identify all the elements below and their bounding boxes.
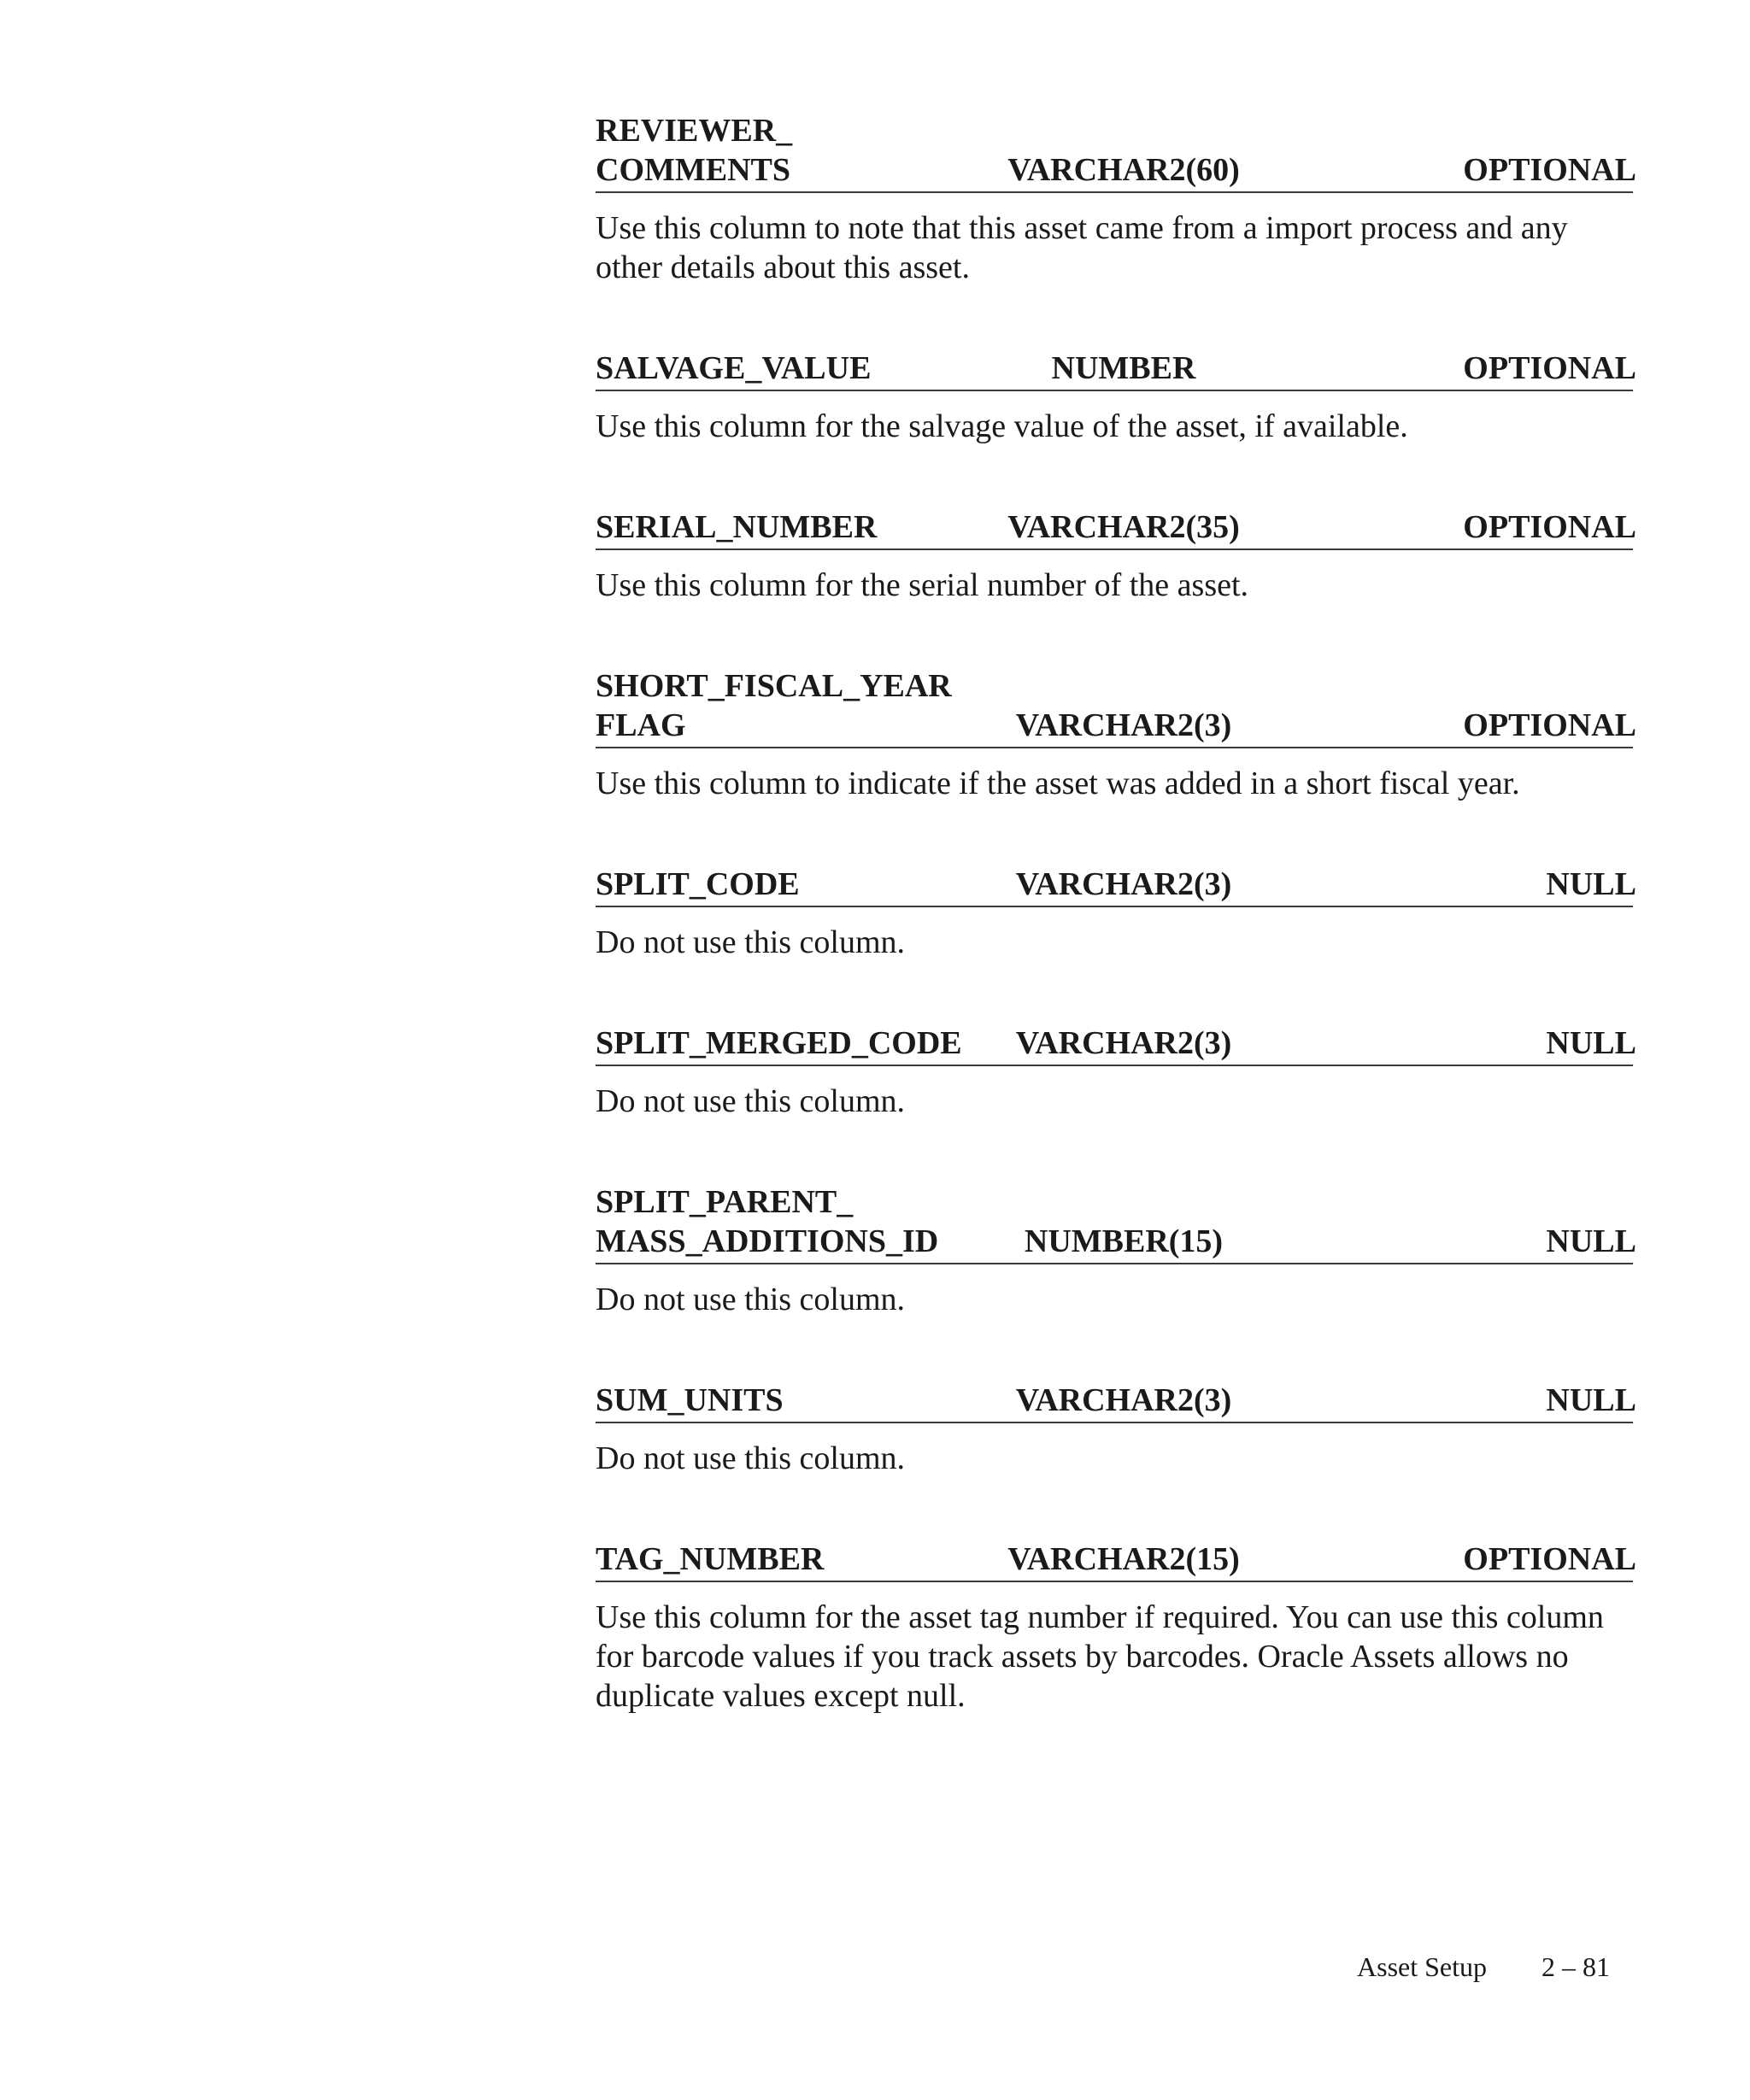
column-entry-sum-units xyxy=(596,1381,1636,1478)
column-datatype: NUMBER xyxy=(1051,350,1196,386)
column-name: SPLIT_PARENT_ MASS_ADDITIONS_ID xyxy=(596,1184,939,1259)
column-requirement: NULL xyxy=(1546,866,1636,902)
column-definitions xyxy=(596,111,1636,1777)
column-requirement: NULL xyxy=(1546,1382,1636,1418)
column-entry-split-code xyxy=(596,865,1636,962)
column-entry-header xyxy=(596,349,1636,391)
column-datatype: NUMBER(15) xyxy=(1024,1223,1224,1259)
column-description: Do not use this column. xyxy=(596,1282,906,1317)
column-entry-header xyxy=(596,1024,1636,1066)
footer-section-title: Asset Setup xyxy=(1357,1951,1487,1982)
column-entry-header xyxy=(596,1381,1636,1423)
column-entry-tag-number xyxy=(596,1540,1636,1716)
column-datatype: VARCHAR2(3) xyxy=(1015,866,1232,902)
column-name: SPLIT_MERGED_CODE xyxy=(596,1025,962,1061)
column-requirement: OPTIONAL xyxy=(1463,509,1636,545)
column-name: SERIAL_NUMBER xyxy=(596,509,878,545)
column-description: Use this column for the salvage value of the asset, if available. xyxy=(596,408,1408,444)
column-name: SHORT_FISCAL_YEAR FLAG xyxy=(596,668,952,743)
column-datatype: VARCHAR2(3) xyxy=(1015,1025,1232,1061)
column-requirement: NULL xyxy=(1546,1025,1636,1061)
column-entry-reviewer-comments xyxy=(596,111,1636,287)
column-requirement: OPTIONAL xyxy=(1463,350,1636,386)
column-name: TAG_NUMBER xyxy=(596,1541,825,1577)
column-datatype: VARCHAR2(60) xyxy=(1007,152,1240,188)
column-name: REVIEWER_ COMMENTS xyxy=(596,113,793,188)
column-description: Do not use this column. xyxy=(596,924,906,960)
column-entry-salvage-value xyxy=(596,349,1636,446)
column-name: SUM_UNITS xyxy=(596,1382,784,1418)
column-requirement: OPTIONAL xyxy=(1463,1541,1636,1577)
column-entry-header xyxy=(596,865,1636,907)
column-requirement: OPTIONAL xyxy=(1463,707,1636,743)
column-datatype: VARCHAR2(35) xyxy=(1007,509,1240,545)
column-entry-header xyxy=(596,666,1636,748)
column-datatype: VARCHAR2(3) xyxy=(1015,707,1232,743)
column-entry-header xyxy=(596,1182,1636,1264)
column-description: Do not use this column. xyxy=(596,1083,906,1119)
column-description: Use this column for the asset tag number if required. You can use this column for barcode values if you track assets by barcodes. Oracle Assets allows no duplicate values except null. xyxy=(596,1599,1604,1714)
column-entry-split-parent-mass-additions-id xyxy=(596,1182,1636,1319)
column-entry-split-merged-code xyxy=(596,1024,1636,1121)
column-requirement: NULL xyxy=(1546,1223,1636,1259)
column-entry-header xyxy=(596,111,1636,193)
column-description: Use this column for the serial number of the asset. xyxy=(596,567,1249,603)
column-entry-serial-number xyxy=(596,507,1636,605)
column-description: Use this column to note that this asset came from a import process and any other details about this asset. xyxy=(596,210,1568,285)
column-datatype: VARCHAR2(3) xyxy=(1015,1382,1232,1418)
column-name: SALVAGE_VALUE xyxy=(596,350,872,386)
column-description: Do not use this column. xyxy=(596,1440,906,1476)
column-description: Use this column to indicate if the asset was added in a short fiscal year. xyxy=(596,766,1520,801)
column-entry-header xyxy=(596,507,1636,550)
footer-page-number: 2 – 81 xyxy=(1542,1951,1610,1982)
column-entry-short-fiscal-year-flag xyxy=(596,666,1636,803)
column-datatype: VARCHAR2(15) xyxy=(1007,1541,1240,1577)
column-requirement: OPTIONAL xyxy=(1463,152,1636,188)
column-entry-header xyxy=(596,1540,1636,1582)
column-name: SPLIT_CODE xyxy=(596,866,800,902)
